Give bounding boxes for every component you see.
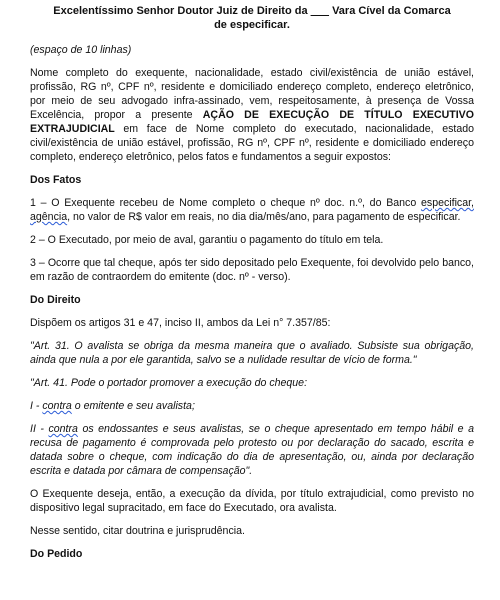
title-blank: ___ (310, 5, 329, 17)
direito-doutrina: Nesse sentido, citar doutrina e jurisprudência. (30, 525, 245, 537)
inciso-1-number: I - (30, 400, 43, 412)
title-line-1 (30, 4, 474, 18)
section-heading-direito: Do Direito (30, 294, 81, 306)
spellcheck-flag-contra-2: contra (48, 423, 78, 435)
direito-conclusion: O Exequente deseja, então, a execução da dívida, por título extrajudicial, como previsto no dispositivo legal supracitado, em face do Executado, ora avalista. (30, 488, 474, 514)
quote-art-41: "Art. 41. Pode o portador promover a execução do cheque: (30, 377, 308, 389)
title-court: Vara Cível da Comarca (332, 5, 451, 17)
inciso-2-text: os endossantes e seus avalistas, se o cheque apresentado em tempo hábil e a recusa de pagamento é comprovada pelo protesto ou por declaração do sacado, escrita e datada sobre o cheque, com indicação do dia de apresentação, ou, ainda por declaração escrita e datada por câmara de compensação". (30, 423, 474, 477)
quote-art-31: "Art. 31. O avalista se obriga da mesma maneira que o avaliado. Subsiste sua obrigação, ainda que nula a por ele garantida, salvo se a nulidade resultar de vício de forma." (30, 340, 474, 366)
intro-paragraph (30, 66, 474, 164)
fatos-item-1-text: 1 – O Exequente recebeu de Nome completo o cheque nº doc. n.º, do Banco (30, 197, 417, 209)
section-heading-fatos: Dos Fatos (30, 174, 82, 186)
fatos-item-2: 2 – O Executado, por meio de aval, garantiu o pagamento do título em tela. (30, 234, 384, 246)
action-title: AÇÃO DE EXECUÇÃO DE TÍTULO EXECUTIVO EXTRAJUDICIAL (30, 109, 474, 135)
fatos-item-1-rest: , no valor de R$ valor em reais, no dia dia/mês/ano, para pagamento de especificar. (67, 211, 461, 223)
title-addressee: Excelentíssimo Senhor Doutor Juiz de Direito da (53, 5, 308, 17)
spellcheck-flag-agencia: especificar, agência (30, 197, 474, 223)
title-line-2: de especificar. (214, 19, 290, 31)
quote-inciso-1 (30, 399, 474, 413)
intro-text-after: em face de Nome completo do executado, nacionalidade, estado civil/existência de união estável, profissão, RG nº, CPF nº, residente e domiciliado endereço completo, endereço eletrônico, pelos fatos e fundamentos a seguir expostos: (30, 123, 474, 163)
quote-inciso-2 (30, 422, 474, 478)
section-heading-pedido: Do Pedido (30, 548, 83, 560)
document-title (30, 4, 474, 32)
spacer-note: (espaço de 10 linhas) (30, 44, 132, 56)
fatos-item-1 (30, 196, 474, 224)
document-page (30, 4, 474, 570)
direito-intro: Dispõem os artigos 31 e 47, inciso II, ambos da Lei n° 7.357/85: (30, 317, 331, 329)
spellcheck-flag-contra-1: contra (42, 400, 72, 412)
inciso-1-text: o emitente e seu avalista; (71, 400, 195, 412)
inciso-2-number: II - (30, 423, 49, 435)
fatos-item-3: 3 – Ocorre que tal cheque, após ter sido depositado pelo Exequente, foi devolvido pelo banco, em razão de contraordem do emitente (doc. nº - verso). (30, 257, 474, 283)
intro-text-before: Nome completo do exequente, nacionalidade, estado civil/existência de união estável, profissão, RG nº, CPF nº, residente e domiciliado endereço completo, endereço eletrônico, por meio de seu advogado infra-assinado, vem, respeitosamente, à presença de Vossa Excelência, propor a presente (30, 67, 474, 121)
